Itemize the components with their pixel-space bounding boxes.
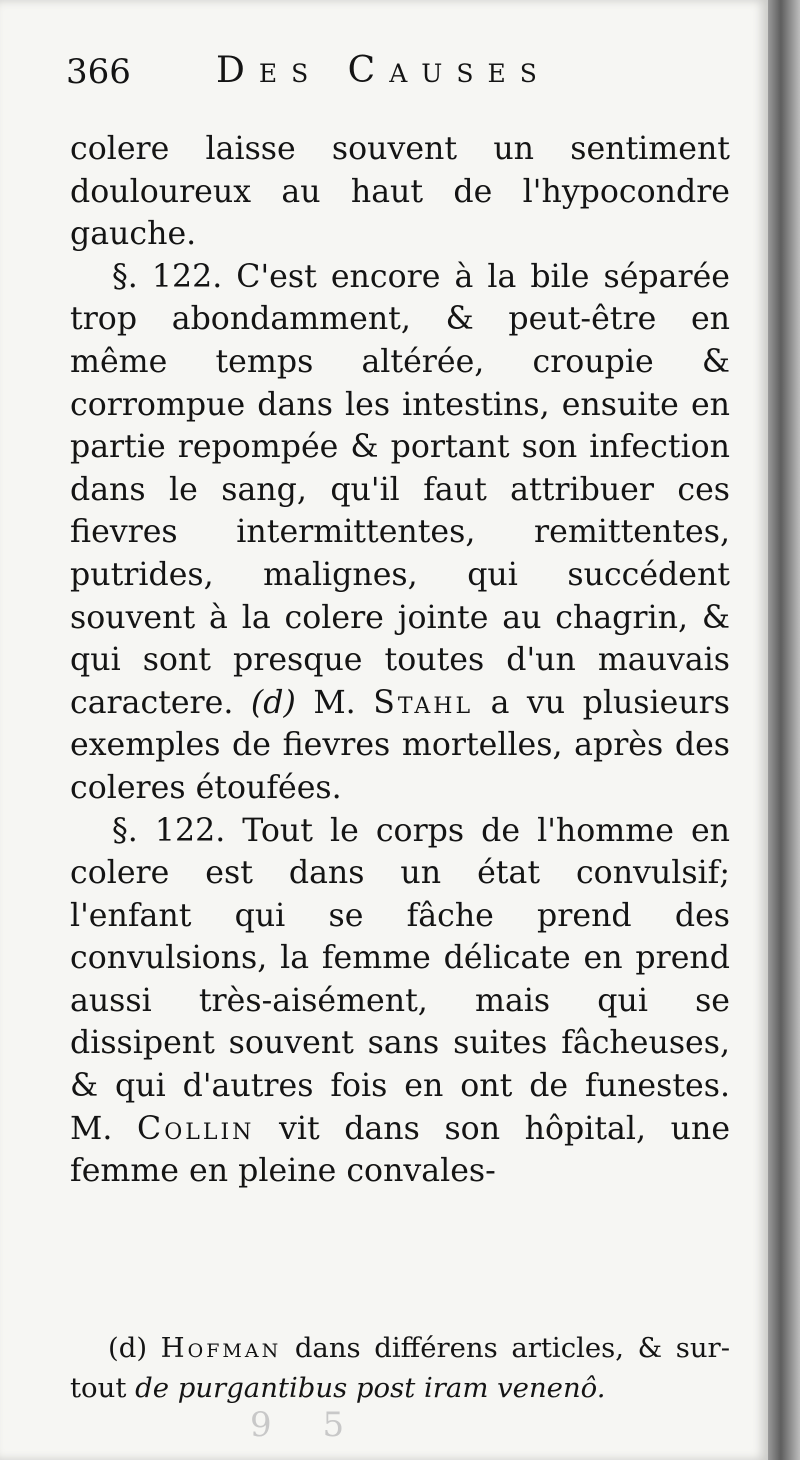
- footnote-text: dans différens articles, & sur-tout: [70, 1332, 730, 1404]
- abbreviation-m: M.: [313, 684, 356, 721]
- paragraph-122-convulsions: [70, 810, 730, 1193]
- body-text: [70, 128, 730, 1193]
- paragraph-continuation: colere laisse souvent un sentiment douloureux au haut de l'hypocondre gauche.: [70, 131, 730, 253]
- page-edge: [768, 0, 800, 1460]
- paragraph-text: §. 122. C'est encore à la bile séparée trop abondamment, & peut-être en même temps altérée, croupie & corrompue dans les intestins, ensuite en partie repompée & portant son infection dans le sang, qu'il faut attribuer ces fievres intermittentes, remittentes, putrides, malignes, qui succédent souvent à la colere jointe au chagrin, & qui sont presque toutes d'un mauvais caractere.: [70, 258, 730, 721]
- paragraph-122-bile: [70, 256, 730, 810]
- footnote-work-title: de purgantibus post iram venenô.: [135, 1372, 606, 1404]
- running-head: [66, 50, 728, 100]
- footnote-author: Hofman: [160, 1332, 282, 1364]
- page-number: 366: [66, 52, 131, 92]
- footnote-d: [70, 1328, 730, 1408]
- bleed-through-text: 9 5: [250, 1405, 365, 1445]
- paragraph-text: a vu plusieurs exemples de fievres mortelles, après des coleres étoufées.: [70, 684, 730, 806]
- paragraph-text: vit dans son hôpital, une femme en pleine convales-: [70, 1110, 731, 1190]
- paragraph-text: §. 122. Tout le corps de l'homme en colere est dans un état convulsif; l'enfant qui se fâche prend des convulsions, la femme délicate en prend aussi très-aisément, mais qui se dissipent souvent sans suites fâcheuses, & qui d'autres fois en ont de funestes. M.: [70, 812, 730, 1147]
- author-name-stahl: Stahl: [373, 684, 474, 721]
- author-name-collin: Collin: [137, 1110, 255, 1147]
- footnote-marker: (d): [108, 1332, 148, 1364]
- footnote-reference: (d): [250, 684, 296, 721]
- footnotes: [70, 1328, 730, 1408]
- running-title: Des Causes: [216, 50, 551, 91]
